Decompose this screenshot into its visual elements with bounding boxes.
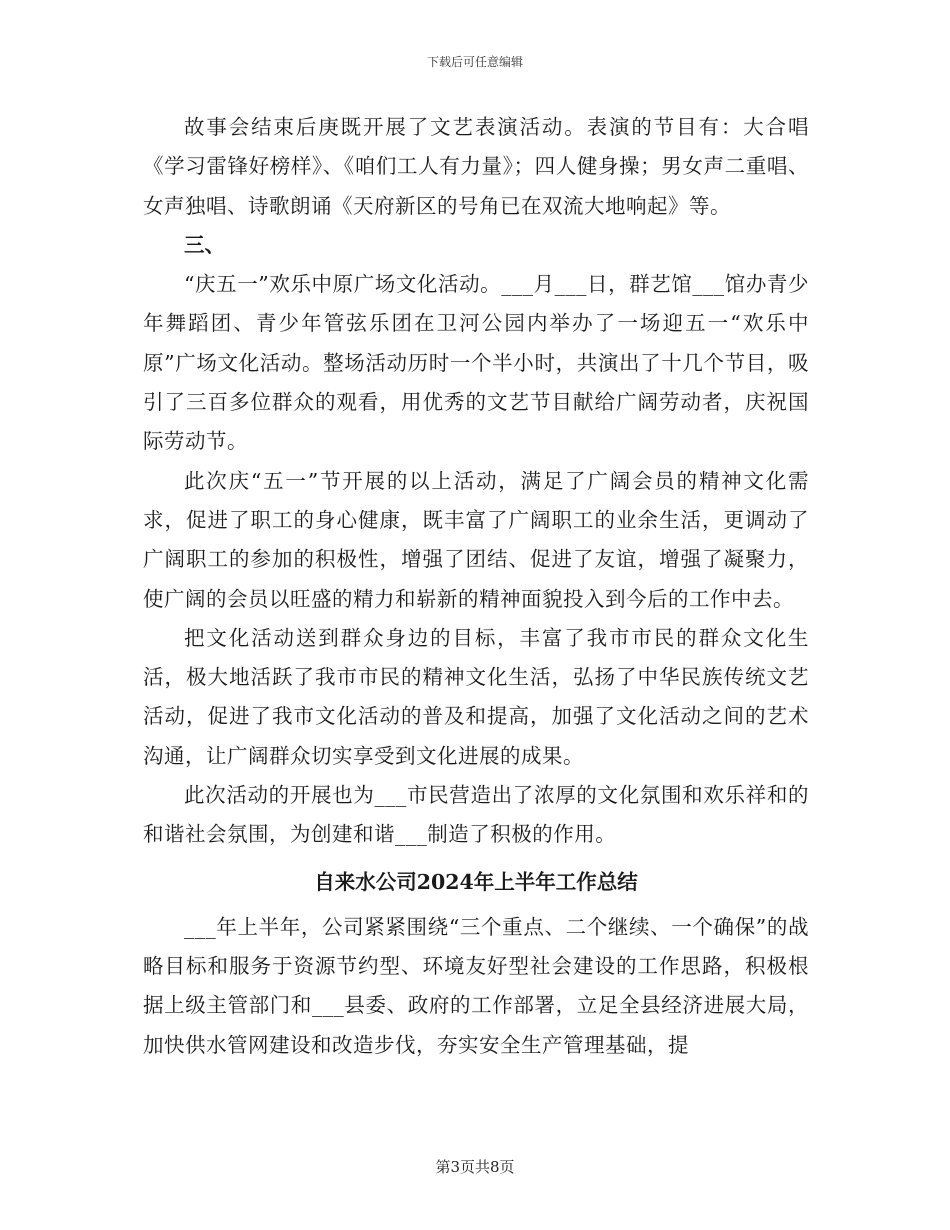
document-body [143,108,809,1065]
section-heading: 三、 [184,232,225,257]
document-title: 自来水公司2024年上半年工作总结 [314,869,638,894]
paragraph: 把文化活动送到群众身边的目标，丰富了我市市民的群众文化生活，极大地活跃了我市市民的精神文化生活，弘扬了中华民族传统文艺活动，促进了我市文化活动的普及和提高，加强了文化活动之间的艺术沟通，让广阔群众切实享受到文化进展的成果。 [143,625,809,768]
paragraph: “庆五一”欢乐中原广场文化活动。___月___日，群艺馆___馆办青少年舞蹈团、青少年管弦乐团在卫河公园内举办了一场迎五一“欢乐中原”广场文化活动。整场活动历时一个半小时，共演出了十几个节目，吸引了三百多位群众的观看，用优秀的文艺节目献给广阔劳动者，庆祝国际劳动节。 [143,272,809,454]
paragraph: 此次庆“五一”节开展的以上活动，满足了广阔会员的精神文化需求，促进了职工的身心健康，既丰富了广阔职工的业余生活，更调动了广阔职工的参加的积极性，增强了团结、促进了友谊，增强了凝聚力，使广阔的会员以旺盛的精力和崭新的精神面貌投入到今后的工作中去。 [143,468,809,611]
page-header-note: 下载后可任意编辑 [426,55,523,69]
page-footer: 第3页共8页 [435,1158,515,1176]
paragraph: 此次活动的开展也为___市民营造出了浓厚的文化氛围和欢乐祥和的和谐社会氛围，为创建和谐___制造了积极的作用。 [143,783,809,847]
paragraph: ___年上半年，公司紧紧围绕“三个重点、二个继续、一个确保”的战略目标和服务于资源节约型、环境友好型社会建设的工作思路，积极根据上级主管部门和___县委、政府的工作部署，立足全县经济进展大局，加快供水管网建设和改造步伐，夯实安全生产管理基础，提 [143,914,809,1057]
paragraph: 故事会结束后庚既开展了文艺表演活动。表演的节目有：大合唱《学习雷锋好榜样》、《咱们工人有力量》；四人健身操；男女声二重唱、女声独唱、诗歌朗诵《天府新区的号角已在双流大地响起》等。 [143,115,809,218]
